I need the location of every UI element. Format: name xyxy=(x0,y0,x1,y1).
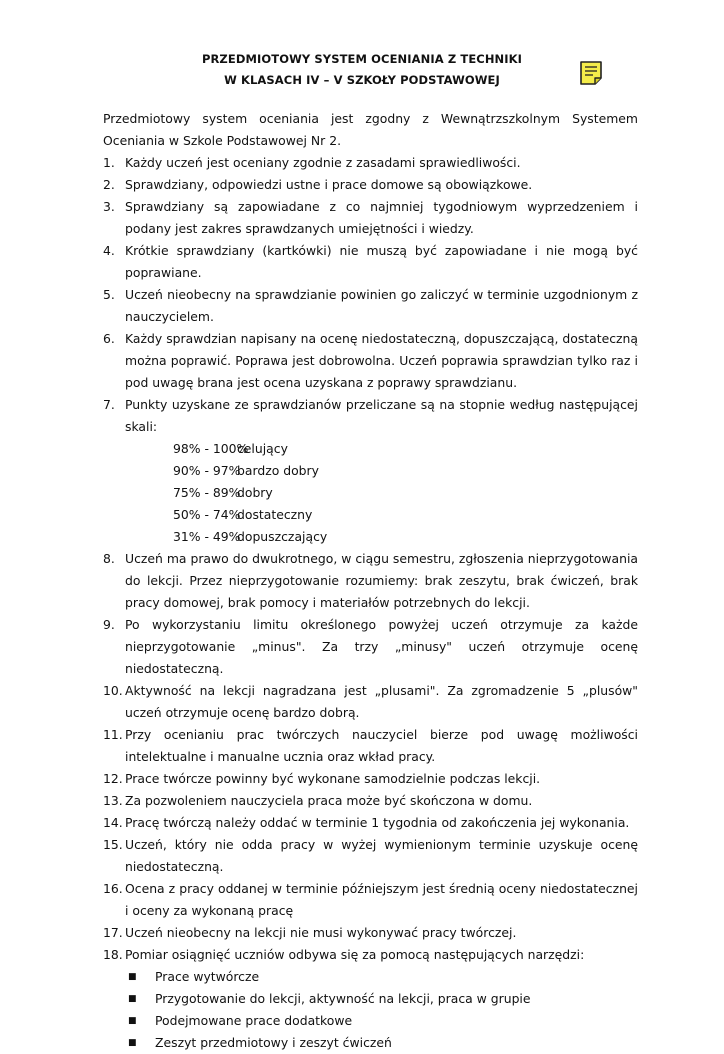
item-number: 6. xyxy=(103,331,115,346)
item-number: 2. xyxy=(103,177,115,192)
scale-range: 31% - 49% xyxy=(173,529,241,544)
list-item xyxy=(103,284,638,328)
item-text: Każdy uczeń jest oceniany zgodnie z zasadami sprawiedliwości. xyxy=(125,155,521,170)
document-body xyxy=(103,108,638,1054)
list-item xyxy=(103,328,638,394)
item-text: Sprawdziany, odpowiedzi ustne i prace domowe są obowiązkowe. xyxy=(125,177,533,192)
item-number: 3. xyxy=(103,199,115,214)
list-item xyxy=(103,724,638,768)
bullet-item xyxy=(128,1010,638,1032)
rules-list xyxy=(103,152,638,1054)
item-number: 18. xyxy=(103,947,123,962)
tools-bullet-list xyxy=(128,966,638,1054)
list-item xyxy=(103,196,638,240)
scale-row xyxy=(173,526,638,548)
item-number: 1. xyxy=(103,155,115,170)
bullet-text: Przygotowanie do lekcji, aktywność na lekcji, praca w grupie xyxy=(155,991,531,1006)
item-number: 15. xyxy=(103,837,123,852)
scale-grade: bardzo dobry xyxy=(237,463,319,478)
item-number: 17. xyxy=(103,925,123,940)
item-text: Aktywność na lekcji nagradzana jest „plusami". Za zgromadzenie 5 „plusów" uczeń otrzymuje ocenę bardzo dobrą. xyxy=(125,683,638,720)
item-text: Pomiar osiągnięć uczniów odbywa się za pomocą następujących narzędzi: xyxy=(125,947,585,962)
scale-range: 75% - 89% xyxy=(173,485,241,500)
item-text: Każdy sprawdzian napisany na ocenę niedostateczną, dopuszczającą, dostateczną można poprawić. Poprawa jest dobrowolna. Uczeń poprawia sprawdzian tylko raz i pod uwagę brana jest ocena uzyskana z poprawy sprawdzianu. xyxy=(125,331,638,390)
bullet-item xyxy=(128,988,638,1010)
list-item xyxy=(103,812,638,834)
item-text: Pracę twórczą należy oddać w terminie 1 tygodnia od zakończenia jej wykonania. xyxy=(125,815,630,830)
list-item xyxy=(103,922,638,944)
scale-grade: dostateczny xyxy=(237,507,313,522)
list-item xyxy=(103,944,638,966)
item-text: Uczeń ma prawo do dwukrotnego, w ciągu semestru, zgłoszenia nieprzygotowania do lekcji. Przez nieprzygotowanie rozumiemy: brak zeszytu, brak ćwiczeń, brak pracy domowej, brak pomocy i materiałów potrzebnych do lekcji. xyxy=(125,551,638,610)
item-number: 8. xyxy=(103,551,115,566)
grading-scale xyxy=(173,438,638,548)
list-item xyxy=(103,680,638,724)
bullet-text: Prace wytwórcze xyxy=(155,969,260,984)
scale-range: 50% - 74% xyxy=(173,507,241,522)
item-number: 16. xyxy=(103,881,123,896)
item-text: Krótkie sprawdziany (kartkówki) nie muszą być zapowiadane i nie mogą być poprawiane. xyxy=(125,243,638,280)
scale-range: 90% - 97% xyxy=(173,463,241,478)
scale-grade: celujący xyxy=(237,441,288,456)
scale-grade: dobry xyxy=(237,485,273,500)
note-icon xyxy=(579,60,603,86)
scale-row xyxy=(173,438,638,460)
bullet-marker-icon: ■ xyxy=(128,994,137,1004)
scale-row xyxy=(173,482,638,504)
item-text: Prace twórcze powinny być wykonane samodzielnie podczas lekcji. xyxy=(125,771,541,786)
item-text: Ocena z pracy oddanej w terminie późniejszym jest średnią oceny niedostatecznej i oceny za wykonaną pracę xyxy=(125,881,638,918)
bullet-text: Podejmowane prace dodatkowe xyxy=(155,1013,353,1028)
item-number: 10. xyxy=(103,683,123,698)
list-item xyxy=(103,834,638,878)
bullet-text: Zeszyt przedmiotowy i zeszyt ćwiczeń xyxy=(155,1035,392,1050)
list-item xyxy=(103,768,638,790)
item-text: Za pozwoleniem nauczyciela praca może być skończona w domu. xyxy=(125,793,533,808)
document-title-line1: PRZEDMIOTOWY SYSTEM OCENIANIA Z TECHNIKI xyxy=(201,52,523,66)
document-title-line2: W KLASACH IV – V SZKOŁY PODSTAWOWEJ xyxy=(224,73,500,87)
list-item xyxy=(103,240,638,284)
list-item xyxy=(103,614,638,680)
item-number: 9. xyxy=(103,617,115,632)
list-item xyxy=(103,394,638,438)
item-text: Punkty uzyskane ze sprawdzianów przeliczane są na stopnie według następującej skali: xyxy=(125,397,638,434)
item-number: 14. xyxy=(103,815,123,830)
item-text: Przy ocenianiu prac twórczych nauczyciel bierze pod uwagę możliwości intelektualne i manualne ucznia oraz wkład pracy. xyxy=(125,727,638,764)
list-item xyxy=(103,152,638,174)
item-number: 11. xyxy=(103,727,123,742)
list-item xyxy=(103,548,638,614)
bullet-item xyxy=(128,1032,638,1054)
list-item xyxy=(103,790,638,812)
item-text: Po wykorzystaniu limitu określonego powyżej uczeń otrzymuje za każde nieprzygotowanie „minus". Za trzy „minusy" uczeń otrzymuje ocenę niedostateczną. xyxy=(125,617,638,676)
bullet-item xyxy=(128,966,638,988)
list-item xyxy=(103,878,638,922)
item-text: Sprawdziany są zapowiadane z co najmniej tygodniowym wyprzedzeniem i podany jest zakres sprawdzanych umiejętności i wiedzy. xyxy=(125,199,638,236)
item-number: 4. xyxy=(103,243,115,258)
item-text: Uczeń nieobecny na lekcji nie musi wykonywać pracy twórczej. xyxy=(125,925,517,940)
bullet-marker-icon: ■ xyxy=(128,1016,137,1026)
item-number: 12. xyxy=(103,771,123,786)
item-text: Uczeń, który nie odda pracy w wyżej wymienionym terminie uzyskuje ocenę niedostateczną. xyxy=(125,837,638,874)
item-number: 7. xyxy=(103,397,115,412)
list-item xyxy=(103,174,638,196)
bullet-marker-icon: ■ xyxy=(128,972,137,982)
intro-paragraph: Przedmiotowy system oceniania jest zgodny z Wewnątrzszkolnym Systemem Oceniania w Szkole Podstawowej Nr 2. xyxy=(103,111,638,148)
scale-range: 98% - 100% xyxy=(173,441,249,456)
scale-row xyxy=(173,460,638,482)
bullet-marker-icon: ■ xyxy=(128,1038,137,1048)
scale-grade: dopuszczający xyxy=(237,529,328,544)
scale-row xyxy=(173,504,638,526)
item-number: 13. xyxy=(103,793,123,808)
item-number: 5. xyxy=(103,287,115,302)
item-text: Uczeń nieobecny na sprawdzianie powinien go zaliczyć w terminie uzgodnionym z nauczycielem. xyxy=(125,287,638,324)
